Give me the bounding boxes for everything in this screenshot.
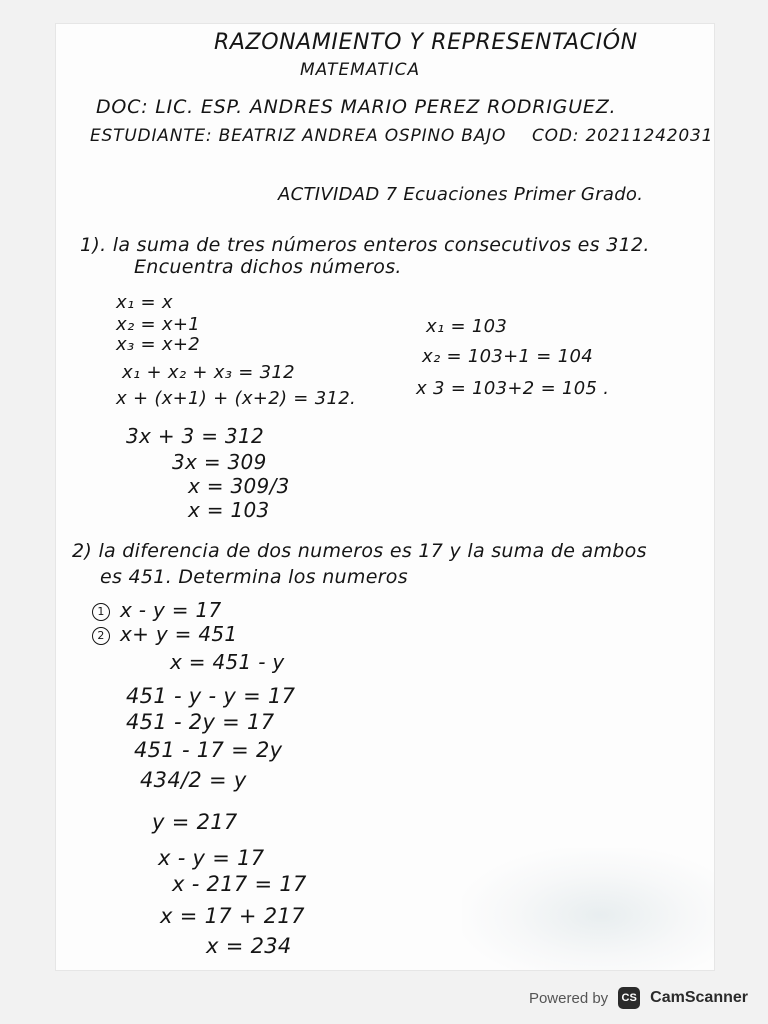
- problem1-statement-line2: Encuentra dichos números.: [134, 256, 402, 278]
- p2-step: x - 217 = 17: [172, 872, 307, 896]
- p2-step: 434/2 = y: [140, 768, 247, 792]
- activity-title: ACTIVIDAD 7 Ecuaciones Primer Grado.: [278, 184, 644, 205]
- camscanner-watermark: [529, 984, 748, 1012]
- p2-step: 451 - 2y = 17: [126, 710, 275, 734]
- p2-step: x - y = 17: [158, 846, 265, 870]
- p2-step: x = 17 + 217: [160, 904, 305, 928]
- p1-step: x₁ = x: [116, 292, 173, 313]
- p1-step: 3x = 309: [172, 450, 267, 474]
- problem2-statement-line2: es 451. Determina los numeros: [100, 566, 408, 588]
- p1-step: x = 309/3: [188, 474, 290, 498]
- p2-step: 451 - y - y = 17: [126, 684, 296, 708]
- p1-step: x₁ + x₂ + x₃ = 312: [122, 362, 295, 383]
- student-code: COD: 20211242031: [532, 126, 714, 146]
- p1-step: 3x + 3 = 312: [126, 424, 265, 448]
- camscanner-brand: CamScanner: [650, 989, 748, 1006]
- p2-eq1-text: x - y = 17: [120, 598, 222, 622]
- student-line: ESTUDIANTE: BEATRIZ ANDREA OSPINO BAJO: [90, 126, 507, 146]
- powered-by-label: Powered by: [528, 989, 609, 1007]
- camscanner-logo-icon: CS: [618, 987, 640, 1009]
- document-title: RAZONAMIENTO Y REPRESENTACIÓN: [214, 30, 638, 55]
- problem1-statement-line1: 1). la suma de tres números enteros consecutivos es 312.: [80, 234, 650, 256]
- p1-result: x₂ = 103+1 = 104: [422, 346, 593, 367]
- document-subtitle: MATEMATICA: [300, 60, 421, 80]
- equation-marker-1: 1: [92, 603, 110, 621]
- p2-eq2-text: x+ y = 451: [120, 622, 238, 646]
- p1-step: x + (x+1) + (x+2) = 312.: [116, 388, 356, 409]
- p2-step: x = 234: [206, 934, 292, 958]
- p1-result: x₁ = 103: [426, 316, 508, 337]
- equation-marker-2: 2: [92, 627, 110, 645]
- scan-smudge: [462, 848, 714, 970]
- p1-result: x 3 = 103+2 = 105 .: [416, 378, 610, 399]
- p1-step: x₃ = x+2: [116, 334, 200, 355]
- p2-step: 451 - 17 = 2y: [134, 738, 283, 762]
- p1-step: x₂ = x+1: [116, 314, 200, 335]
- teacher-line: DOC: LIC. ESP. ANDRES MARIO PEREZ RODRIGUEZ.: [96, 96, 617, 118]
- p2-step: x = 451 - y: [170, 650, 285, 674]
- p1-step: x = 103: [188, 498, 270, 522]
- p2-equation-2: [92, 622, 237, 646]
- p2-equation-1: [92, 598, 222, 622]
- p2-step: y = 217: [152, 810, 238, 834]
- problem2-statement-line1: 2) la diferencia de dos numeros es 17 y la suma de ambos: [72, 540, 647, 562]
